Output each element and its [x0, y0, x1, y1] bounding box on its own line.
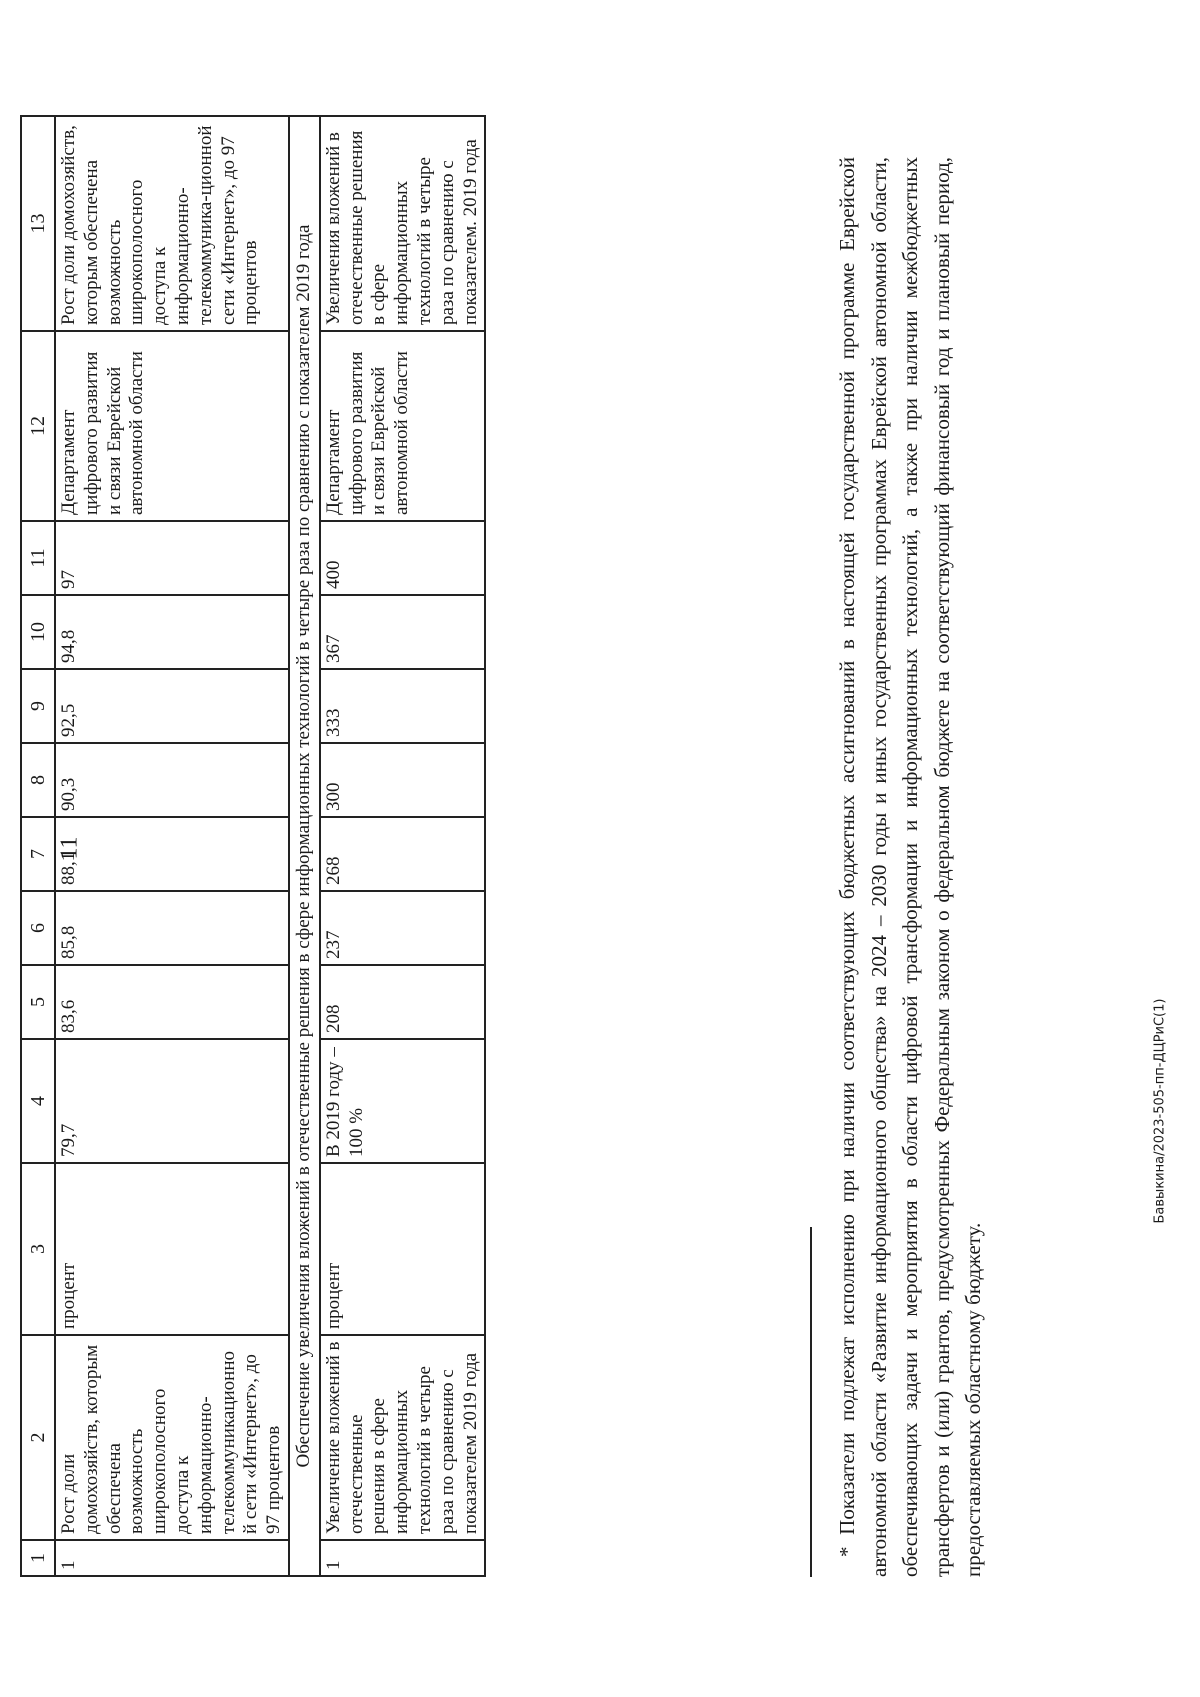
header-cell: 5	[21, 965, 55, 1039]
table-cell: 208	[320, 965, 486, 1039]
table-cell: 333	[320, 669, 486, 743]
header-cell: 4	[21, 1039, 55, 1163]
table-header-row	[21, 116, 55, 1576]
table-cell: процент	[320, 1163, 486, 1335]
table-cell: 1	[55, 1540, 289, 1576]
header-cell: 8	[21, 743, 55, 817]
header-cell: 1	[21, 1540, 55, 1576]
header-cell: 10	[21, 595, 55, 669]
table-cell: процент	[55, 1163, 289, 1335]
table-cell: 237	[320, 891, 486, 965]
section-title: Обеспечение увеличения вложений в отечественные решения в сфере информационных технологий в четыре раза по сравнению с показателем 2019 года	[289, 116, 320, 1576]
rotated-content	[20, 117, 1180, 1577]
table-cell: 300	[320, 743, 486, 817]
table-cell: 79,7	[55, 1039, 289, 1163]
table-section-row	[289, 116, 320, 1576]
header-cell: 2	[21, 1335, 55, 1540]
footnote-divider	[810, 1227, 812, 1577]
header-cell: 6	[21, 891, 55, 965]
table-cell: 1	[320, 1540, 486, 1576]
table-cell: 97	[55, 521, 289, 595]
table-cell: Рост доли домохозяйств, которым обеспечена возможность широкополосного доступа к информационно-телекоммуника-ционной сети «Интернет», до 97 процентов	[55, 116, 289, 331]
header-cell: 13	[21, 116, 55, 331]
indicators-table	[20, 115, 486, 1577]
table-cell: 88,1	[55, 817, 289, 891]
table-cell: Департамент цифрового развития и связи Еврейской автономной области	[320, 331, 486, 521]
table-cell: 400	[320, 521, 486, 595]
footnote-text: * Показатели подлежат исполнению при наличии соответствующих бюджетных ассигнований в настоящей государственной программе Еврейской автономной области «Развитие информационного общества» на 2024 – 2030 годы и иных государственных программах Еврейской автономной области, обеспечивающих задачи и мероприятия в области цифровой трансформации и информационных технологий, а также при наличии межбюджетных трансфертов и (или) грантов, предусмотренных Федеральным законом о федеральном бюджете на соответствующий финансовый год и плановый период, предоставляемых областному бюджету.	[835, 157, 985, 1577]
table-row	[320, 116, 486, 1576]
page-number: 11	[56, 836, 83, 860]
header-cell: 12	[21, 331, 55, 521]
table-cell: 268	[320, 817, 486, 891]
table-cell: В 2019 году – 100 %	[320, 1039, 486, 1163]
table-cell: Увеличения вложений в отечественные решения в сфере информационных технологий в четыре раза по сравнению с показателем. 2019 года	[320, 116, 486, 331]
table-cell: 90,3	[55, 743, 289, 817]
table-cell: 85,8	[55, 891, 289, 965]
table-row	[55, 116, 289, 1576]
header-cell: 7	[21, 817, 55, 891]
header-cell: 11	[21, 521, 55, 595]
table-cell: 92,5	[55, 669, 289, 743]
table-cell: Рост доли домохозяйств, которым обеспечена возможность широкополосного доступа к информационно-телекоммуникационной сети «Интернет», до 97 процентов	[55, 1335, 289, 1540]
table-cell: 94,8	[55, 595, 289, 669]
header-cell: 9	[21, 669, 55, 743]
header-cell: 3	[21, 1163, 55, 1335]
table-cell: Департамент цифрового развития и связи Еврейской автономной области	[55, 331, 289, 521]
table-cell: 367	[320, 595, 486, 669]
table-cell: 83,6	[55, 965, 289, 1039]
table-cell: Увеличение вложений в отечественные решения в сфере информационных технологий в четыре раза по сравнению с показателем 2019 года	[320, 1335, 486, 1540]
document-code: Бавыкина/2023-505-пп-ДЦРиС(1)	[1152, 998, 1168, 1224]
